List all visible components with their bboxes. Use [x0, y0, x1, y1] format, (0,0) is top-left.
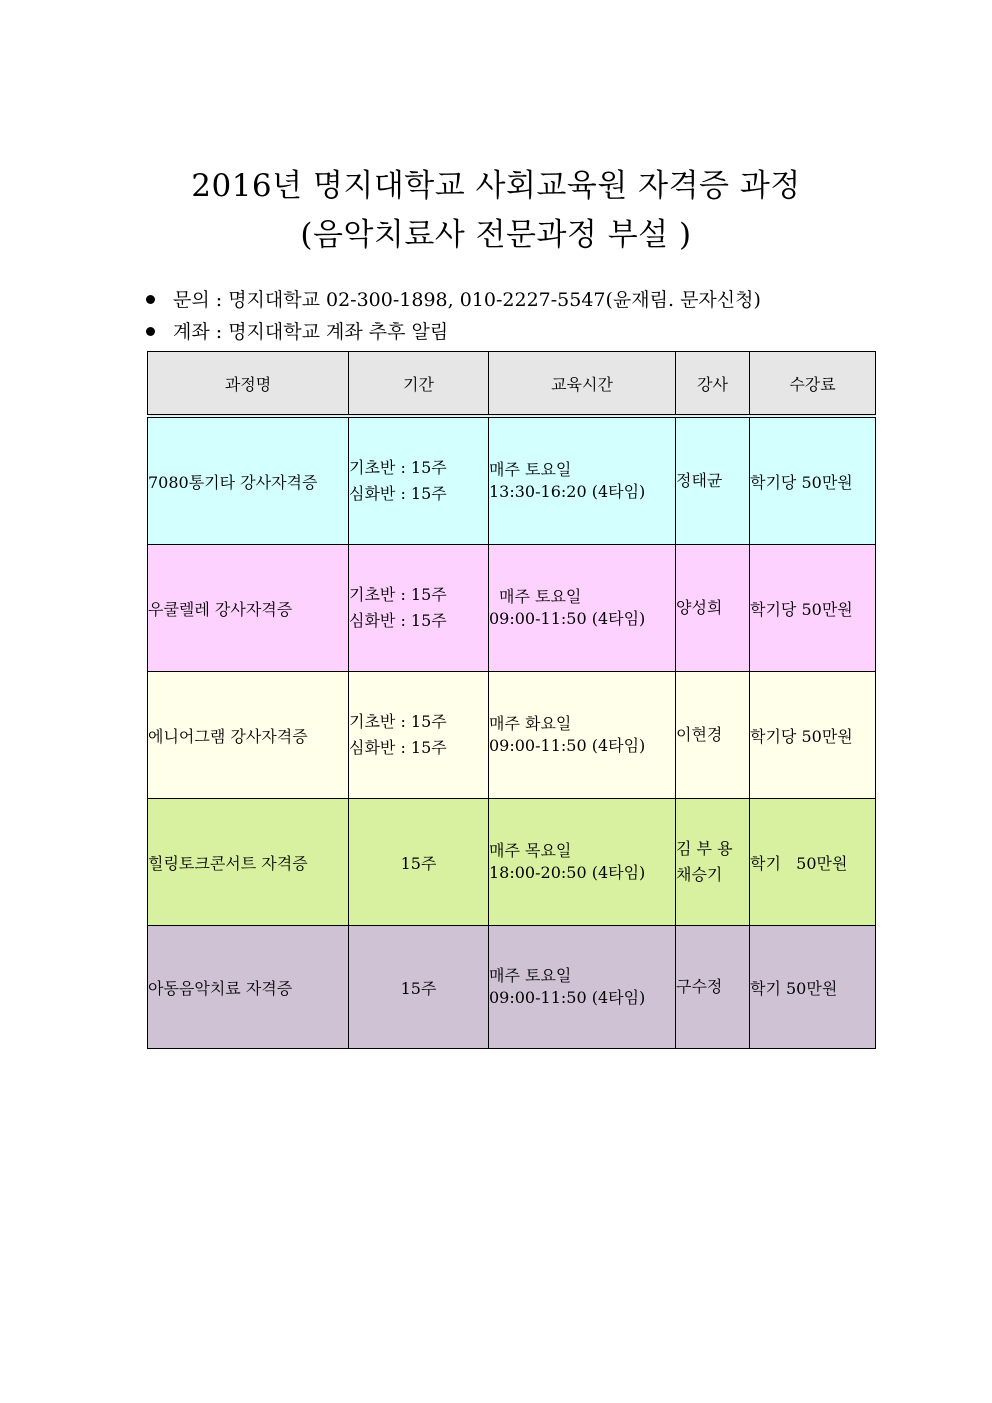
- instructor-name: 이현경: [676, 725, 723, 744]
- period-line: 기초반 : 15주: [349, 585, 447, 604]
- instructor-cell: [676, 672, 750, 799]
- instructor-name: 채승기: [676, 865, 723, 884]
- contact-text: 문의 : 명지대학교 02-300-1898, 010-2227-5547(윤재림. 문자신청): [173, 289, 761, 311]
- schedule-cell: [489, 545, 676, 672]
- course-name-cell: 우쿨렐레 강사자격증: [148, 545, 349, 672]
- instructor-cell: [676, 545, 750, 672]
- period-line: 심화반 : 15주: [349, 611, 447, 630]
- bullet-icon: [146, 327, 155, 336]
- account-text: 계좌 : 명지대학교 계좌 추후 알림: [173, 321, 449, 343]
- document-subtitle: (음악치료사 전문과정 부설 ): [300, 217, 692, 253]
- header-period: 기간: [349, 352, 489, 417]
- course-name-cell: 에니어그램 강사자격증: [148, 672, 349, 799]
- course-table: [147, 351, 876, 1049]
- table-row: [148, 416, 876, 545]
- period-line: 기초반 : 15주: [349, 712, 447, 731]
- table-header-row: [148, 352, 876, 417]
- period-line: 심화반 : 15주: [349, 484, 447, 503]
- schedule-day: 매주 목요일: [489, 841, 572, 860]
- fee-cell: 학기 50만원: [750, 926, 876, 1049]
- instructor-name: 양성희: [676, 598, 723, 617]
- table-row: [148, 545, 876, 672]
- info-list: [140, 284, 761, 348]
- schedule-hours: 13:30-16:20 (4타임): [489, 482, 646, 501]
- table-row: [148, 672, 876, 799]
- instructor-name: 김 부 용: [676, 839, 733, 858]
- period-line: 심화반 : 15주: [349, 738, 447, 757]
- instructor-cell: [676, 799, 750, 926]
- bullet-icon: [146, 295, 155, 304]
- schedule-cell: [489, 672, 676, 799]
- schedule-day: 매주 토요일: [489, 460, 572, 479]
- period-cell: [349, 545, 489, 672]
- period-line: 15주: [400, 978, 437, 998]
- schedule-hours: 18:00-20:50 (4타임): [489, 863, 646, 882]
- header-schedule: 교육시간: [489, 352, 676, 417]
- schedule-day: 매주 토요일: [499, 587, 582, 606]
- instructor-name: 구수정: [676, 977, 723, 996]
- table-row: [148, 926, 876, 1049]
- schedule-hours: 09:00-11:50 (4타임): [489, 736, 646, 755]
- schedule-cell: [489, 926, 676, 1049]
- header-instructor: 강사: [676, 352, 750, 417]
- course-name-cell: 아동음악치료 자격증: [148, 926, 349, 1049]
- schedule-cell: [489, 416, 676, 545]
- period-line: 기초반 : 15주: [349, 458, 447, 477]
- period-cell: [349, 416, 489, 545]
- info-item-contact: [140, 284, 761, 316]
- info-item-account: [140, 316, 761, 348]
- schedule-hours: 09:00-11:50 (4타임): [489, 609, 646, 628]
- schedule-day: 매주 화요일: [489, 714, 572, 733]
- table-row: [148, 799, 876, 926]
- fee-cell: 학기당 50만원: [750, 416, 876, 545]
- schedule-hours: 09:00-11:50 (4타임): [489, 988, 646, 1007]
- instructor-cell: [676, 926, 750, 1049]
- period-cell: [349, 926, 489, 1049]
- fee-cell: 학기 50만원: [750, 799, 876, 926]
- header-course-name: 과정명: [148, 352, 349, 417]
- period-cell: [349, 672, 489, 799]
- fee-cell: 학기당 50만원: [750, 545, 876, 672]
- schedule-day: 매주 토요일: [489, 966, 572, 985]
- fee-cell: 학기당 50만원: [750, 672, 876, 799]
- header-fee: 수강료: [750, 352, 876, 417]
- period-line: 15주: [400, 853, 437, 873]
- course-name-cell: 힐링토크콘서트 자격증: [148, 799, 349, 926]
- instructor-name: 정태균: [676, 471, 723, 490]
- document-title: 2016년 명지대학교 사회교육원 자격증 과정: [191, 168, 801, 204]
- instructor-cell: [676, 416, 750, 545]
- period-cell: [349, 799, 489, 926]
- course-name-cell: 7080통기타 강사자격증: [148, 416, 349, 545]
- schedule-cell: [489, 799, 676, 926]
